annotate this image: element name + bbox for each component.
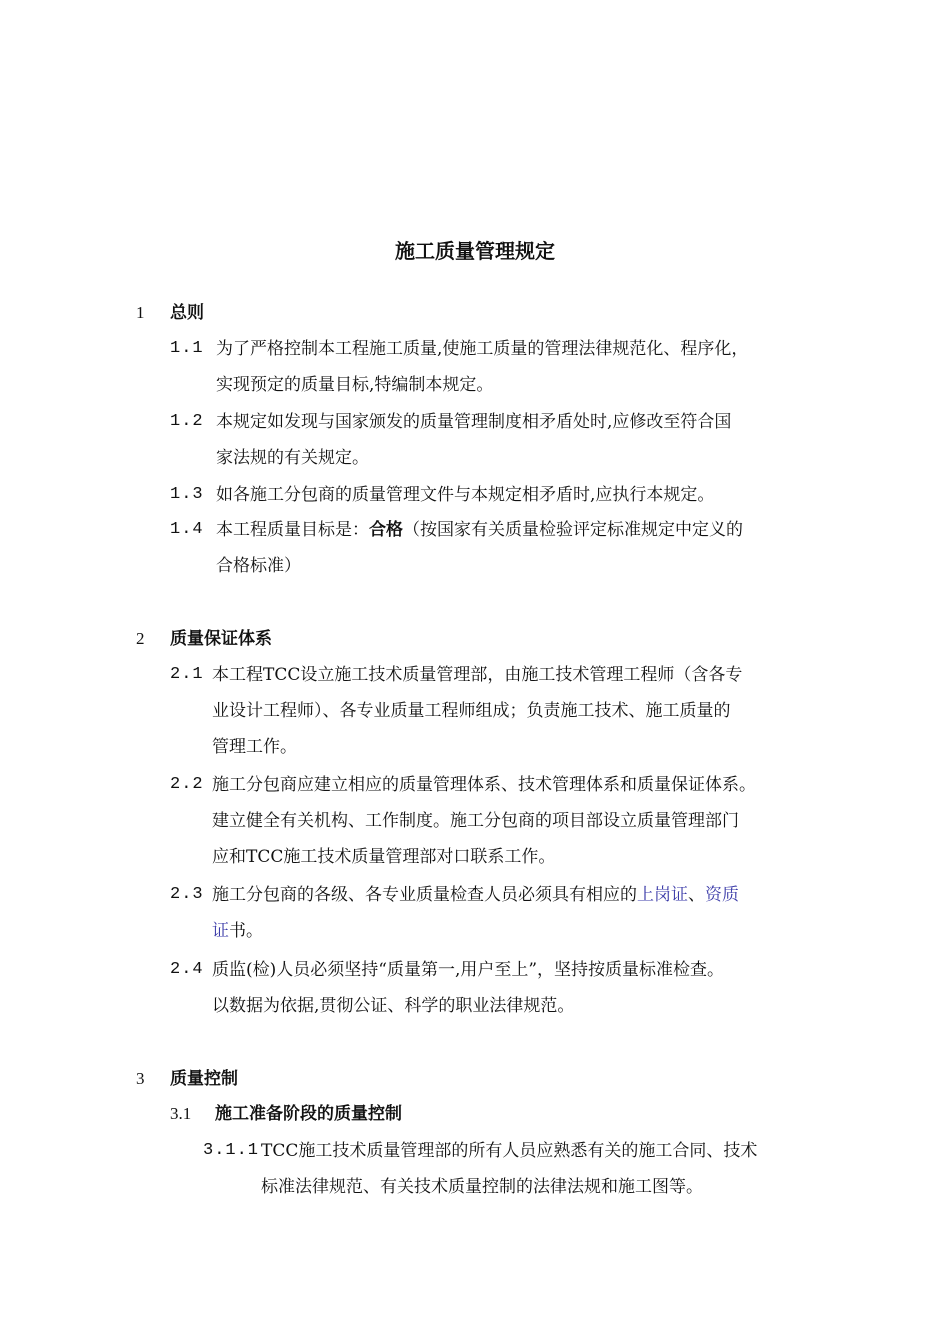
clause-1-1 [170,331,840,403]
clause-line: 应和TCC施工技术质量管理部对口联系工作。 [212,847,556,867]
clause-line [216,512,743,548]
certificate-link[interactable]: 上岗证 [637,885,688,905]
clause-line: 建立健全有关机构、工作制度。施工分包商的项目部设立质量管理部门 [212,811,739,831]
qualification-link[interactable]: 资质 [705,885,739,905]
clause-line [212,877,739,913]
clause-text [212,767,756,875]
clause-1-3 [170,477,840,513]
clause-text [216,404,731,476]
clause-line: 如各施工分包商的质量管理文件与本规定相矛盾时,应执行本规定。 [216,485,715,505]
clause-text [261,1133,757,1169]
clause-text-part: 书。 [229,921,263,941]
clause-3-1-1 [203,1133,843,1205]
clause-number: 2.3 [170,885,204,904]
clause-number: 2.2 [170,775,204,794]
clause-line: 业设计工程师）、各专业质量工程师组成；负责施工技术、施工质量的 [212,701,731,721]
clause-line: 实现预定的质量目标,特编制本规定。 [216,375,494,395]
section-title: 质量保证体系 [170,629,272,649]
clause-number: 2.1 [170,665,204,684]
clause-text-part: 施工分包商的各级、各专业质量检查人员必须具有相应的 [212,885,637,905]
clause-number: 1.4 [170,520,204,539]
clause-text [212,877,739,949]
subsection-title: 施工准备阶段的质量控制 [215,1104,402,1124]
clause-text-continued [261,1169,703,1205]
section-1-heading [136,298,204,328]
clause-line: 质监(检)人员必须坚持“质量第一,用户至上”，坚持按质量标准检查。 [212,960,725,980]
clause-line: 合格标准） [216,556,301,576]
clause-line: 本规定如发现与国家颁发的质量管理制度相矛盾处时,应修改至符合国 [216,412,732,432]
quality-target-bold: 合格 [369,520,403,540]
clause-line: 以数据为依据,贯彻公证、科学的职业法律规范。 [212,996,575,1016]
clause-number: 1.2 [170,412,204,431]
clause-text [216,331,748,403]
section-3-heading [136,1064,238,1094]
clause-number: 1.3 [170,485,204,504]
separator: 、 [688,885,705,905]
clause-2-3 [170,877,840,949]
clause-text [216,477,714,513]
clause-number: 1.1 [170,339,204,358]
section-number: 3 [136,1069,145,1088]
clause-text [216,512,743,584]
clause-2-4 [170,952,840,1024]
clause-number: 3.1.1 [203,1141,260,1160]
clause-number: 2.4 [170,960,204,979]
clause-line: 为了严格控制本工程施工质量,使施工质量的管理法律规范化、程序化， [216,339,749,359]
clause-line: TCC施工技术质量管理部的所有人员应熟悉有关的施工合同、技术 [261,1141,758,1161]
qualification-link-cont[interactable]: 证 [212,921,229,941]
clause-2-2 [170,767,840,875]
clause-line [212,913,739,949]
document-title: 施工质量管理规定 [395,239,555,263]
clause-line: 施工分包商应建立相应的质量管理体系、技术管理体系和质量保证体系。 [212,775,756,795]
clause-text [212,657,742,765]
section-2-heading [136,624,272,654]
subsection-number: 3.1 [170,1104,192,1123]
clause-2-1 [170,657,840,765]
clause-1-4 [170,512,840,584]
section-title: 质量控制 [170,1069,238,1089]
clause-line: 家法规的有关规定。 [216,448,369,468]
subsection-3-1-heading [170,1098,402,1130]
section-number: 1 [136,303,145,322]
section-title: 总则 [170,303,204,323]
clause-line: 管理工作。 [212,737,297,757]
clause-text-part: 本工程质量目标是： [216,520,369,540]
clause-line: 本工程TCC设立施工技术质量管理部，由施工技术管理工程师（含各专 [212,665,743,685]
clause-line: 标准法律规范、有关技术质量控制的法律法规和施工图等。 [261,1177,703,1197]
clause-1-2 [170,404,840,476]
section-number: 2 [136,629,145,648]
clause-text [212,952,724,1024]
clause-text-part: （按国家有关质量检验评定标准规定中定义的 [403,520,743,540]
